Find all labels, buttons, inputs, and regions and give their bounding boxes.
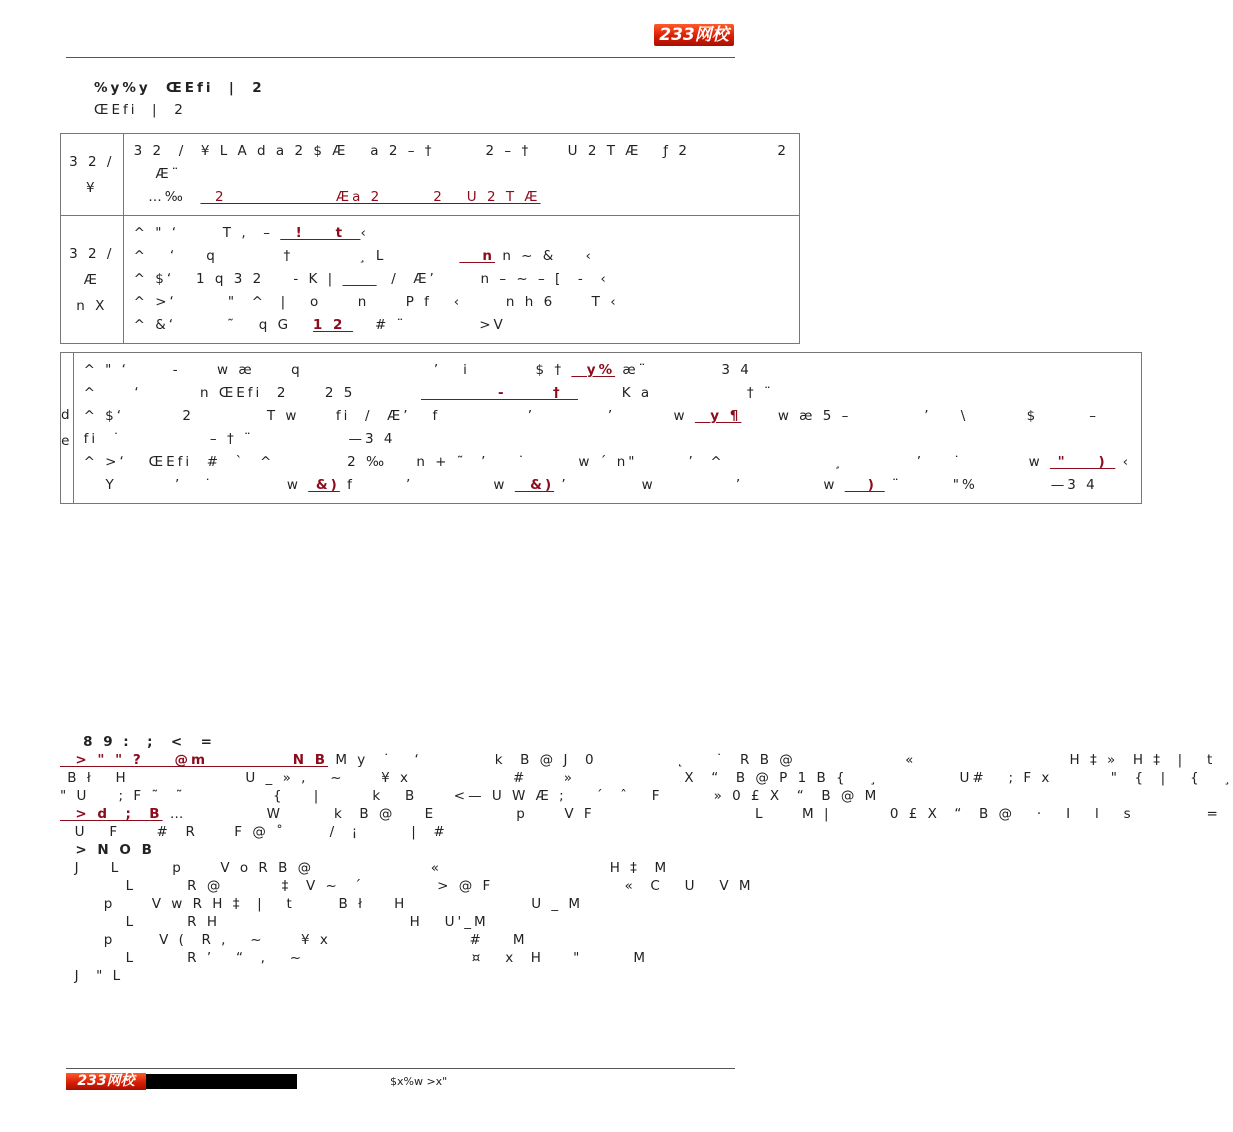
text-line: [134, 222, 789, 245]
text-fragment: ^ " ‘ - w æ q ’ i $ †: [83, 362, 572, 378]
section-heading: 8 9 : ; < =: [60, 734, 215, 750]
row-content: [73, 353, 1141, 504]
answer-blank: - †: [421, 385, 578, 401]
text-fragment: ^ >‘ ŒEfi # ˋ ^ 2 ‰ n + ˜ ’ ˙ w ´ n" ’ ^ ¸ ’ ˙ w: [83, 454, 1050, 470]
text-line: [134, 314, 789, 337]
table-1: [60, 133, 800, 344]
text-line: [84, 405, 1131, 428]
text-line: [134, 186, 789, 209]
text-fragment: M y ˙ ‘ k B @ J 0 ˛ ˙ R B @ « H ‡ » H ‡ | t: [328, 752, 1216, 768]
answer-blank: n: [459, 248, 496, 264]
text-line: J L p V o R B @ « H ‡ M: [60, 860, 670, 876]
text-line: L R H H U'_M: [60, 914, 489, 930]
text-fragment: ^ " ‘ T , –: [133, 225, 281, 241]
text-fragment: …‰: [133, 189, 201, 205]
text-fragment: … W k B @ E p V F L M | 0 £ X “ B @ · I l s =: [162, 806, 1221, 822]
footer-divider: [66, 1068, 735, 1069]
table-row: [61, 134, 800, 216]
text-line: L R @ ‡ V ~ ´ > @ F « C U V M: [60, 878, 754, 894]
text-fragment: # ¨ >V: [353, 317, 506, 333]
text-fragment: æ¨ 3 4: [615, 362, 752, 378]
text-line: [84, 359, 1131, 382]
text-fragment: ‹: [1115, 454, 1132, 470]
page-number: $x%w >x": [390, 1075, 448, 1088]
answer-blank: __: [342, 271, 377, 287]
text-line: " U ; F ˜ ˜ { | k B <— U W Æ ; ´ ˆ F » 0 £ X “ B @ M: [60, 788, 880, 804]
answer-blank: ): [844, 477, 885, 493]
text-fragment: ‹: [360, 225, 369, 241]
answer-section: [60, 733, 1233, 985]
intro-heading: %y%y ŒEfi | 2: [94, 80, 265, 96]
section-subheading: > N O B: [60, 842, 155, 858]
row-label: 3 2 / ¥: [61, 134, 124, 216]
table-row: [61, 353, 1142, 504]
text-line: fi ˙ – † ¨ —3 4: [83, 431, 396, 447]
row-label-line: 3 2 / Æ: [69, 245, 115, 288]
text-fragment: Y ’ ˙ w: [83, 477, 309, 493]
text-fragment: n ~ & ‹: [495, 248, 594, 264]
text-line: 3 2 / ¥ L A d a 2 $ Æ a 2 – † 2 – † U 2 T Æ ƒ 2 2: [133, 143, 789, 159]
text-line: U F # R F @ ˚ / ¡ | #: [60, 824, 448, 840]
text-line: ^ >‘ " ^ | o n P f ‹ n h 6 T ‹: [133, 294, 619, 310]
header-divider: [66, 57, 735, 58]
text-line: [84, 474, 1131, 497]
text-fragment: / Æ’ n – ~ – [ - ‹: [376, 271, 609, 287]
text-fragment: ^ &‘ ˜ q G: [133, 317, 313, 333]
row-content: [123, 216, 799, 344]
text-fragment: ¨ "% —3 4: [884, 477, 1098, 493]
row-label: [61, 216, 124, 344]
text-line: J " L: [60, 968, 124, 984]
text-fragment: ’ w ’ w: [554, 477, 845, 493]
answer-blank: &): [514, 477, 555, 493]
answer-blank: > " " ? @m N B: [60, 752, 329, 768]
text-line: [60, 751, 1216, 769]
answer-blank: 2 Æa 2 2 U 2 T Æ: [200, 189, 541, 205]
answer-blank: > d ; B: [60, 806, 163, 822]
text-line: p V ( R , ~ ¥ x # M: [60, 932, 528, 948]
site-logo: 233网校: [654, 24, 734, 46]
row-label: d e: [61, 353, 74, 504]
answer-blank: ! t: [280, 225, 361, 241]
text-line: L R ’ “ , ~ ¤ x H " M: [60, 950, 649, 966]
text-fragment: ^ $‘ 1 q 3 2 - K |: [133, 271, 343, 287]
text-fragment: f ’ w: [339, 477, 515, 493]
answer-blank: 1 2: [312, 317, 354, 333]
row-label-line: n X: [76, 297, 108, 314]
text-line: [134, 268, 789, 291]
text-line: p V w R H ‡ | t B ł H U _ M: [60, 896, 584, 912]
answer-blank: y%: [571, 362, 616, 378]
text-fragment: ^ $‘ 2 T w fi / Æ’ f ’ ’ w: [83, 408, 695, 424]
table-row: [61, 216, 800, 344]
text-line: [84, 382, 1131, 405]
text-line: [60, 805, 1221, 823]
footer-logo: 233网校: [66, 1073, 146, 1090]
text-line: Æ¨: [133, 166, 182, 182]
answer-blank: y ¶: [694, 408, 742, 424]
answer-blank: &): [308, 477, 340, 493]
row-content: [123, 134, 799, 216]
text-fragment: ^ ‘ q † ¸ L: [133, 248, 460, 264]
text-line: B ł H U _ » , ~ ¥ x # » X “ B @ P 1 B { ¸ U# ; F x " { | { ¸: [60, 770, 1233, 786]
text-fragment: K a † ¨: [577, 385, 774, 401]
text-line: [84, 451, 1131, 474]
text-fragment: ^ ‘ n ŒEfi 2 2 5: [83, 385, 422, 401]
text-line: [134, 245, 789, 268]
text-fragment: w æ 5 – ’ \ $ –: [741, 408, 1099, 424]
table-2: [60, 352, 1142, 504]
answer-blank: " ): [1049, 454, 1116, 470]
intro-subheading: ŒEfi | 2: [94, 102, 186, 118]
